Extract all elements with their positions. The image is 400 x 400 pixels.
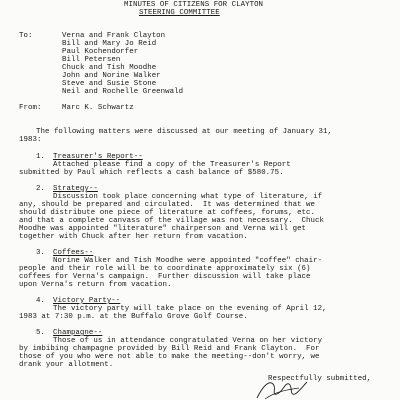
item-text-line: any, should be prepared and circulated. It was determined that we: [19, 201, 316, 209]
item-text-line: Moodhe was appointed "literature" chairperson and Verna will get: [19, 225, 307, 233]
intro-line: The following matters were discussed at our meeting of January 31,: [36, 128, 333, 136]
item-number: 3.: [36, 249, 45, 257]
recipient: John and Norine Walker: [62, 72, 161, 80]
item-text-line: The victory party will take place on the evening of April 12,: [53, 305, 327, 313]
item-text-line: 1983 at 7:30 p.m. at the Buffalo Grove Golf Course.: [19, 313, 248, 321]
from-label: From:: [19, 104, 42, 112]
recipient: Paul Kochendorfer: [62, 48, 139, 56]
item-text-line: upon Verna's return from vacation.: [19, 281, 172, 289]
item-text-line: by imbibing champagne provided by Bill Reid and Frank Clayton. For: [19, 345, 320, 353]
item-heading: Victory Party--: [53, 297, 121, 305]
recipient: Bill and Mary Jo Reid: [62, 40, 157, 48]
recipient: Verna and Frank Clayton: [62, 32, 166, 40]
item-number: 1.: [36, 153, 45, 161]
item-text-line: should distribute one piece of literature at coffees, forums, etc.: [19, 209, 316, 217]
item-text-line: submitted by Paul which reflects a cash balance of $580.75.: [19, 169, 284, 177]
item-text-line: those of you who were not able to make the meeting--don't worry, we: [19, 353, 320, 361]
recipient: Chuck and Tish Moodhe: [62, 64, 157, 72]
closing-text: Respectfully submitted,: [268, 375, 372, 383]
recipient: Bill Petersen: [62, 56, 121, 64]
item-text-line: people and their role will be to coordinate approximately six (6): [19, 265, 311, 273]
item-heading: Strategy--: [53, 185, 98, 193]
to-label: To:: [19, 32, 33, 40]
item-text-line: Those of us in attendance congratulated Verna on her victory: [53, 337, 323, 345]
item-number: 5.: [36, 329, 45, 337]
signature-scribble: [255, 378, 310, 400]
recipient: Neil and Rochelle Greenwald: [62, 88, 184, 96]
item-text-line: Discussion took place concerning what type of literature, if: [53, 193, 323, 201]
item-heading: Coffees--: [53, 249, 94, 257]
item-text-line: Norine Walker and Tish Moodhe were appointed "coffee" chair-: [53, 257, 323, 265]
item-text-line: coffees for Verna's campaign. Further discussion will take place: [19, 273, 311, 281]
item-text-line: and that a complete canvass of the village was not necessary. Chuck: [19, 217, 324, 225]
title-line-1: MINUTES OF CITIZENS FOR CLAYTON: [124, 1, 264, 9]
item-number: 2.: [36, 185, 45, 193]
item-text-line: Attached please find a copy of the Treasurer's Report: [53, 161, 291, 169]
item-heading: Champagne--: [53, 329, 103, 337]
intro-line: 1983:: [19, 136, 42, 144]
item-number: 4.: [36, 297, 45, 305]
item-heading: Treasurer's Report--: [53, 153, 143, 161]
item-text-line: drank your allotment.: [19, 361, 114, 369]
recipient: Steve and Susie Stone: [62, 80, 157, 88]
item-text-line: together with Chuck after her return from vacation.: [19, 233, 248, 241]
from-name: Marc K. Schwartz: [62, 104, 134, 112]
title-line-2: STEERING COMMITTEE: [139, 9, 220, 17]
